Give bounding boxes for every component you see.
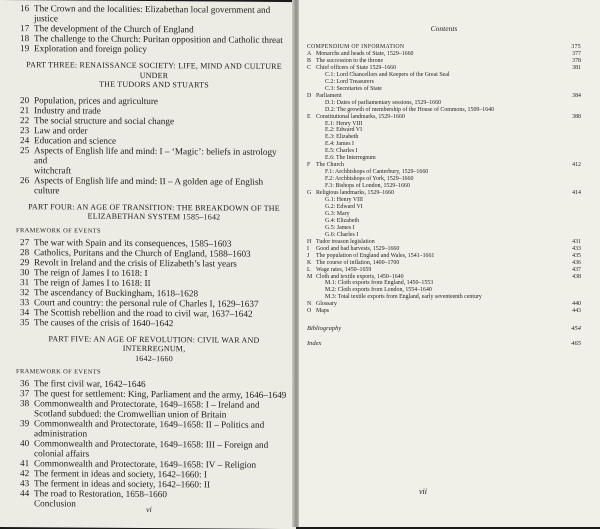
chapter-title: Commonwealth and Protectorate, 1649–1658: IV – Religion [34, 458, 257, 470]
entry-key [307, 100, 316, 107]
compendium-entry [307, 253, 581, 260]
entry-key [307, 72, 316, 79]
compendium-subentry [307, 204, 581, 211]
entry-title: E.4: James I [325, 141, 354, 148]
entry-key [307, 121, 316, 128]
entry-key: H [307, 238, 312, 245]
entry-key [307, 218, 316, 225]
entry-title: M.3: Total textile exports from England, early seventeenth century [325, 294, 482, 301]
chapter-number: 39 [20, 418, 30, 429]
chapter-list-a [20, 3, 288, 55]
compendium-entry [307, 267, 581, 274]
entry-title: G.5: James I [325, 224, 355, 231]
entry-key: K [307, 259, 312, 266]
entry-page: 431 [572, 238, 581, 245]
index-label: Index [307, 340, 322, 348]
entry-title: G.6: Charles I [325, 231, 359, 238]
entry-key: J [307, 252, 310, 259]
entry-page [559, 280, 581, 287]
chapter-number: 28 [20, 246, 30, 257]
entry-key: O [307, 308, 312, 315]
entry-key: F [307, 162, 311, 169]
compendium-subentry [307, 100, 581, 107]
entry-page: 443 [572, 308, 581, 315]
entry-title: Good and bad harvests, 1529–1660 [316, 245, 400, 252]
chapter-number: 30 [20, 266, 30, 277]
entry-title: Maps [316, 308, 330, 315]
compendium-entry [307, 93, 581, 100]
entry-key [307, 294, 316, 301]
chapter-number: 42 [20, 468, 30, 479]
entry-page [559, 121, 581, 128]
compendium-entry [307, 239, 581, 246]
entry-title: Wage rates, 1450–1659 [316, 266, 372, 273]
chapter-title: The road to Restoration, 1658–1660 [34, 488, 167, 500]
entry-page [559, 127, 581, 134]
entry-key [307, 197, 316, 204]
entry-key [307, 225, 316, 232]
entry-title: F.1: Archbishops of Canterbury, 1529–1660 [325, 169, 429, 176]
entry-title: Religious landmarks, 1529–1660 [316, 190, 395, 197]
chapter-number: 16 [20, 3, 30, 14]
bibliography-label: Bibliography [307, 325, 342, 333]
chapter-list-d [20, 378, 288, 510]
entry-key [307, 134, 316, 141]
chapter-number: 27 [20, 236, 30, 247]
chapter-title: Catholics, Puritans and the Church of England, 1588–1603 [34, 246, 251, 259]
chapter-title: Court and country: the personal rule of Charles I, 1629–1637 [34, 296, 259, 309]
chapter-title: The quest for settlement: King, Parliament and the army, 1646–1649 [34, 388, 287, 400]
part-five-heading [20, 334, 288, 364]
chapter-entry [20, 145, 288, 167]
chapter-number: 24 [20, 134, 30, 145]
chapter-number: 17 [20, 23, 30, 34]
entry-title: G.1: Henry VIII [325, 197, 364, 204]
entry-page: 433 [572, 245, 581, 252]
compendium-subentry [307, 141, 581, 148]
entry-title: E.2: Edward VI [325, 127, 363, 134]
chapter-title: Population, prices and agriculture [34, 94, 158, 106]
entry-title: Parliament [316, 92, 342, 99]
entry-key: L [307, 266, 311, 273]
entry-title: G.4: Elizabeth [325, 217, 360, 224]
chapter-title: Commonwealth and Protectorate, 1649–1658: II – Politics and [34, 418, 265, 430]
index-row [307, 340, 581, 347]
entry-page [559, 79, 581, 86]
compendium-subentry [307, 155, 581, 162]
chapter-title: The reign of James I to 1618: I [34, 266, 148, 278]
entry-page [559, 141, 581, 148]
chapter-title: The ferment in ideas and society, 1642–1660: II [34, 478, 210, 490]
entry-title: D.2: The growth of membership of the House of Commons, 1509–1640 [325, 106, 495, 113]
entry-page [559, 86, 581, 93]
chapter-list-c [20, 237, 288, 329]
chapter-title: The war with Spain and its consequences, 1585–1603 [34, 236, 232, 249]
chapter-number: 43 [20, 478, 30, 489]
chapter-title: The development of the Church of England [34, 23, 194, 35]
chapter-title-continuation: colonial affairs [34, 448, 90, 459]
compendium-entry [307, 246, 581, 253]
chapter-number: 41 [20, 458, 30, 469]
chapter-number: 37 [20, 388, 30, 399]
chapter-number: 38 [20, 398, 30, 409]
entry-title: M.2: Cloth exports from London, 1554–1640 [325, 287, 432, 294]
entry-page [559, 211, 581, 218]
compendium-subentry [307, 211, 581, 218]
chapter-title: The Scottish rebellion and the road to civil war, 1637–1642 [34, 306, 253, 319]
entry-key [307, 127, 316, 134]
entry-key: A [307, 51, 312, 57]
entry-title: Monarchs and heads of State, 1529–1660 [316, 51, 414, 57]
entry-title: The course of inflation, 1400–1700 [316, 259, 400, 266]
chapter-number: 35 [20, 316, 30, 327]
compendium-entry [307, 114, 581, 121]
framework-of-events-label: FRAMEWORK OF EVENTS [16, 226, 102, 235]
compendium-entry [307, 190, 581, 197]
part-heading-line: PART FOUR: AN AGE OF TRANSITION: THE BREAKDOWN OF THE [28, 201, 280, 213]
chapter-number: 26 [20, 174, 30, 185]
chapter-number: 44 [20, 488, 30, 499]
entry-page [559, 183, 581, 190]
entry-key [307, 204, 316, 211]
entry-title: The population of England and Wales, 1541–1661 [316, 252, 435, 259]
entry-page: 414 [572, 190, 581, 197]
chapter-number: 19 [20, 43, 30, 54]
part-heading-line: 1642–1660 [135, 353, 173, 363]
chapter-entry [20, 175, 288, 197]
chapter-entry [20, 43, 288, 55]
entry-title: M.1: Cloth exports from England, 1450–1553 [325, 280, 434, 287]
chapter-list-b [20, 95, 288, 197]
chapter-title: Aspects of English life and mind: I – ‘Magic’: beliefs in astrology and [34, 144, 277, 165]
chapter-title: The Crown and the localities: Elizabethan local government and [34, 3, 271, 15]
entry-title: Chief officers of State 1529–1660 [316, 64, 397, 71]
compendium-subentry [307, 121, 581, 128]
chapter-title: The reign of James I to 1618: II [34, 276, 151, 288]
chapter-title-continuation: administration [34, 428, 88, 439]
entry-title: F.3: Bishops of London, 1529–1660 [325, 183, 410, 190]
chapter-title: Revolt in Ireland and the crisis of Elizabeth’s last years [34, 256, 237, 269]
compendium-row [307, 44, 581, 51]
compendium-subentry [307, 183, 581, 190]
right-page-contents [307, 24, 581, 347]
compendium-subentry [307, 232, 581, 239]
entry-key: E [307, 113, 311, 120]
compendium-entry [307, 301, 581, 308]
entry-key [307, 107, 316, 114]
entry-page: 378 [572, 57, 581, 64]
entry-title: E.5: Charles I [325, 148, 358, 155]
entry-key [307, 280, 316, 287]
entry-page [559, 100, 581, 107]
entry-key [307, 183, 316, 190]
entry-page [559, 107, 581, 114]
part-four-heading [20, 202, 288, 223]
entry-page [559, 72, 581, 79]
chapter-title: Commonwealth and Protectorate, 1649–1658: III – Foreign and [34, 438, 269, 450]
entry-key: I [307, 245, 309, 252]
right-page [299, 0, 600, 527]
entry-title: Glossary [316, 301, 337, 308]
entry-page [559, 148, 581, 155]
entry-page [559, 169, 581, 176]
entry-page: 388 [572, 113, 581, 120]
entry-key [307, 176, 316, 183]
chapter-number [20, 498, 34, 508]
entry-page [559, 176, 581, 183]
entry-key: G [307, 190, 312, 197]
entry-page [559, 134, 581, 141]
compendium-subentry [307, 79, 581, 86]
compendium-subentry [307, 197, 581, 204]
entry-title: E.1: Henry VIII [325, 120, 363, 127]
chapter-number: 21 [20, 104, 30, 115]
entry-title: Cloth and textile exports, 1450–1640 [316, 273, 404, 280]
part-heading-line: PART FIVE: AN AGE OF REVOLUTION: CIVIL WAR AND INTERREGNUM, [48, 333, 260, 354]
entry-page: 440 [572, 301, 581, 308]
chapter-number: 29 [20, 256, 30, 267]
entry-key [307, 141, 316, 148]
chapter-number: 22 [20, 114, 30, 125]
chapter-title-continuation: justice [34, 13, 58, 24]
compendium-subentry [307, 127, 581, 134]
chapter-entry [20, 317, 288, 329]
chapter-title: The social structure and social change [34, 114, 175, 126]
chapter-number: 34 [20, 306, 30, 317]
bibliography-row [307, 325, 581, 332]
entry-page: 381 [572, 64, 581, 71]
entry-title: The Church [316, 162, 344, 169]
chapter-title: Exploration and foreign policy [34, 43, 148, 55]
chapter-number: 36 [20, 378, 30, 389]
entry-key [307, 155, 316, 162]
chapter-title: Industry and trade [34, 104, 101, 116]
compendium-subentry [307, 218, 581, 225]
chapter-number: 31 [20, 276, 30, 287]
contents-heading: Contents [430, 24, 458, 33]
compendium-page: 375 [571, 44, 581, 50]
entry-page [559, 294, 581, 301]
compendium-subentry [307, 72, 581, 79]
entry-page [559, 232, 581, 239]
left-page-contents [16, 3, 288, 510]
compendium-subentry [307, 134, 581, 141]
chapter-title: Conclusion [34, 498, 76, 509]
entry-title: E.6: The Interregnum [325, 155, 376, 162]
left-page-number: vi [146, 505, 152, 515]
chapter-title-continuation: witchcraft [34, 164, 72, 175]
entry-page: 412 [572, 162, 581, 169]
entry-key [307, 79, 316, 86]
part-three-heading [20, 60, 288, 90]
compendium-entry [307, 58, 581, 65]
entry-page [559, 218, 581, 225]
chapter-number: 23 [20, 124, 30, 135]
entry-key [307, 211, 316, 218]
entry-page: 384 [572, 92, 581, 99]
part-heading-line: PART THREE: RENAISSANCE SOCIETY: LIFE, MIND AND CULTURE UNDER [26, 60, 282, 80]
entry-key: N [307, 301, 312, 308]
compendium-entry [307, 260, 581, 267]
chapter-number: 33 [20, 296, 30, 307]
part-heading-line: ELIZABETHAN SYSTEM 1585–1642 [87, 211, 221, 222]
entry-page [559, 155, 581, 162]
compendium-label: COMPENDIUM OF INFORMATION [307, 44, 405, 50]
entry-title: G.3: Mary [325, 210, 350, 217]
compendium-entry [307, 51, 581, 58]
left-page [0, 0, 296, 529]
chapter-title: The causes of the crisis of 1640–1642 [34, 316, 174, 328]
entry-page [559, 204, 581, 211]
compendium-subentry [307, 225, 581, 232]
compendium-subentry [307, 148, 581, 155]
entry-page: 377 [572, 51, 581, 57]
entry-page: 436 [572, 259, 581, 266]
chapter-number: 20 [20, 94, 30, 105]
entry-key: C [307, 64, 311, 71]
compendium-subentry [307, 294, 581, 301]
chapter-title: The ascendancy of Buckingham, 1618–1628 [34, 286, 199, 298]
compendium-subentry [307, 107, 581, 114]
entry-page [559, 225, 581, 232]
chapter-title-continuation: Scotland subdued: the Cromwellian union of Britain [34, 408, 227, 420]
entry-title: F.2: Archbishops of York, 1529–1660 [325, 176, 414, 183]
compendium-subentry [307, 86, 581, 93]
chapter-title: The challenge to the Church: Puritan opposition and Catholic threat [34, 33, 283, 45]
bibliography-page: 454 [571, 325, 581, 333]
entry-title: E.3: Elizabeth [325, 134, 359, 141]
entry-page: 437 [572, 266, 581, 273]
entry-key [307, 148, 316, 155]
chapter-title: Education and science [34, 134, 117, 146]
compendium-entry [307, 65, 581, 72]
index-page: 465 [571, 340, 581, 348]
right-page-number: vii [419, 487, 427, 496]
entry-title: The succession to the throne [316, 57, 384, 64]
chapter-title: Aspects of English life and mind: II – A golden age of English culture [34, 174, 264, 195]
entry-page [559, 287, 581, 294]
entry-title: D.1: Dates of parliamentary sessions, 1529–1660 [325, 99, 441, 106]
entry-title: C.3: Secretaries of State [325, 85, 382, 92]
entry-page [559, 197, 581, 204]
chapter-number: 18 [20, 33, 30, 44]
entry-key [307, 169, 316, 176]
compendium-entry [307, 308, 581, 315]
entry-title: Tudor treason legislation [316, 238, 375, 245]
entry-key: B [307, 57, 311, 64]
entry-page: 435 [572, 252, 581, 259]
chapter-number: 25 [20, 144, 30, 155]
chapter-title: Commonwealth and Protectorate, 1649–1658: I – Ireland and [34, 398, 260, 410]
entry-page: 438 [572, 273, 581, 280]
chapter-title: The first civil war, 1642–1646 [34, 378, 146, 390]
entry-key: M [307, 273, 313, 280]
entry-key [307, 287, 316, 294]
entry-key [307, 232, 316, 239]
compendium-entries [307, 51, 581, 315]
entry-title: Constitutional landmarks, 1529–1660 [316, 113, 405, 120]
entry-key: D [307, 92, 312, 99]
entry-title: C.2: Lord Treasurers [325, 78, 374, 85]
chapter-title: Law and order [34, 124, 88, 136]
chapter-entry [20, 498, 288, 510]
chapter-entry [20, 3, 288, 15]
entry-title: C.1: Lord Chancellors and Keepers of the Great Seal [325, 71, 450, 78]
framework-of-events-label: FRAMEWORK OF EVENTS [16, 368, 102, 376]
chapter-number: 40 [20, 438, 30, 449]
entry-key [307, 86, 316, 93]
chapter-number: 32 [20, 286, 30, 297]
entry-title: G.2: Edward VI [325, 203, 363, 210]
part-heading-line: THE TUDORS AND STUARTS [99, 79, 209, 90]
chapter-title: The ferment in ideas and society, 1642–1660: I [34, 468, 207, 480]
